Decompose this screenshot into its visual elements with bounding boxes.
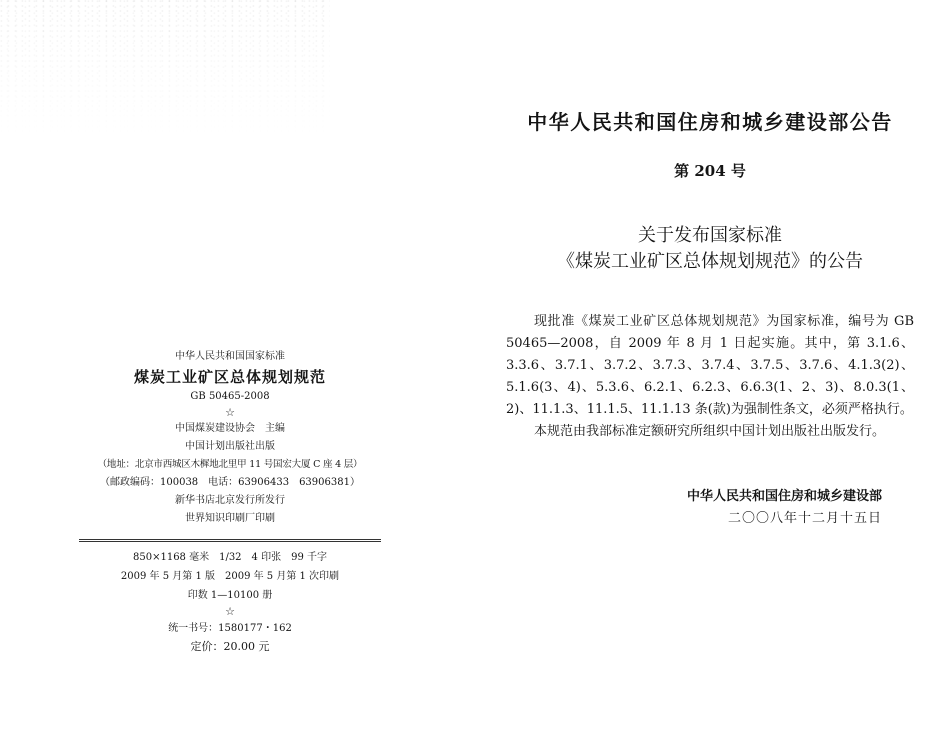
subject-line: 关于发布国家标准	[638, 225, 782, 246]
publisher-line: 中国计划出版社出版	[185, 441, 275, 452]
issue-date: 二〇〇八年十二月十五日	[727, 511, 882, 526]
body-paragraph: 现批准《煤炭工业矿区总体规划规范》为国家标准，编号为 GB 50465—2008，自 2009 年 8 月 1 日起实施。其中，第 3.1.6、3.3.6、3.7.1、3.7.2、3.7.3、3.7.4、3.7.5、3.7.6、4.1.3(2)、5.1.6(3、4)、5.3.6、6.2.1、6.2.3、6.6.3(1、2、3)、8.0.3(1、2)、11.1.3、11.1.5、11.1.13 条(款)为强制性条文，必须严格执行。	[506, 314, 914, 417]
issuer-name: 中华人民共和国住房和城乡建设部	[686, 489, 882, 504]
printer-line: 世界知识印刷厂印刷	[185, 513, 275, 524]
announcement-title: 中华人民共和国住房和城乡建设部公告	[527, 110, 893, 134]
edition-line: 2009 年 5 月第 1 版 2009 年 5 月第 1 次印刷	[120, 571, 340, 582]
subject-line: 《煤炭工业矿区总体规划规范》的公告	[557, 251, 863, 272]
series-label: 中华人民共和国国家标准	[175, 351, 285, 362]
book-title: 煤炭工业矿区总体规划规范	[133, 368, 326, 386]
contact-line: （邮政编码：100038 电话：63906433 63906381）	[100, 477, 360, 488]
announcement-subject	[510, 223, 910, 275]
distributor-line: 新华书店北京发行所发行	[175, 495, 285, 506]
announcement-body	[506, 311, 914, 443]
book-number-line: 统一书号：1580177・162	[168, 623, 292, 634]
star-icon: ☆	[225, 605, 235, 618]
star-icon: ☆	[225, 406, 235, 419]
format-line: 850×1168 毫米 1/32 4 印张 99 千字	[133, 552, 327, 563]
standard-number: GB 50465-2008	[190, 391, 270, 402]
right-page	[470, 0, 950, 749]
colophon	[85, 348, 375, 656]
left-page	[0, 0, 470, 749]
double-rule-divider	[79, 539, 381, 542]
price-line: 定价：20.00 元	[190, 640, 270, 653]
body-paragraph: 本规范由我部标准定额研究所组织中国计划出版社出版发行。	[534, 424, 886, 439]
address-line: （地址：北京市西城区木樨地北里甲 11 号国宏大厦 C 座 4 层）	[97, 459, 363, 470]
editor-line: 中国煤炭建设协会 主编	[175, 423, 285, 434]
signature-block	[666, 486, 882, 530]
print-run-line: 印数 1—10100 册	[187, 590, 273, 601]
scan-noise	[0, 0, 330, 140]
announcement-number: 第 204 号	[674, 162, 746, 180]
